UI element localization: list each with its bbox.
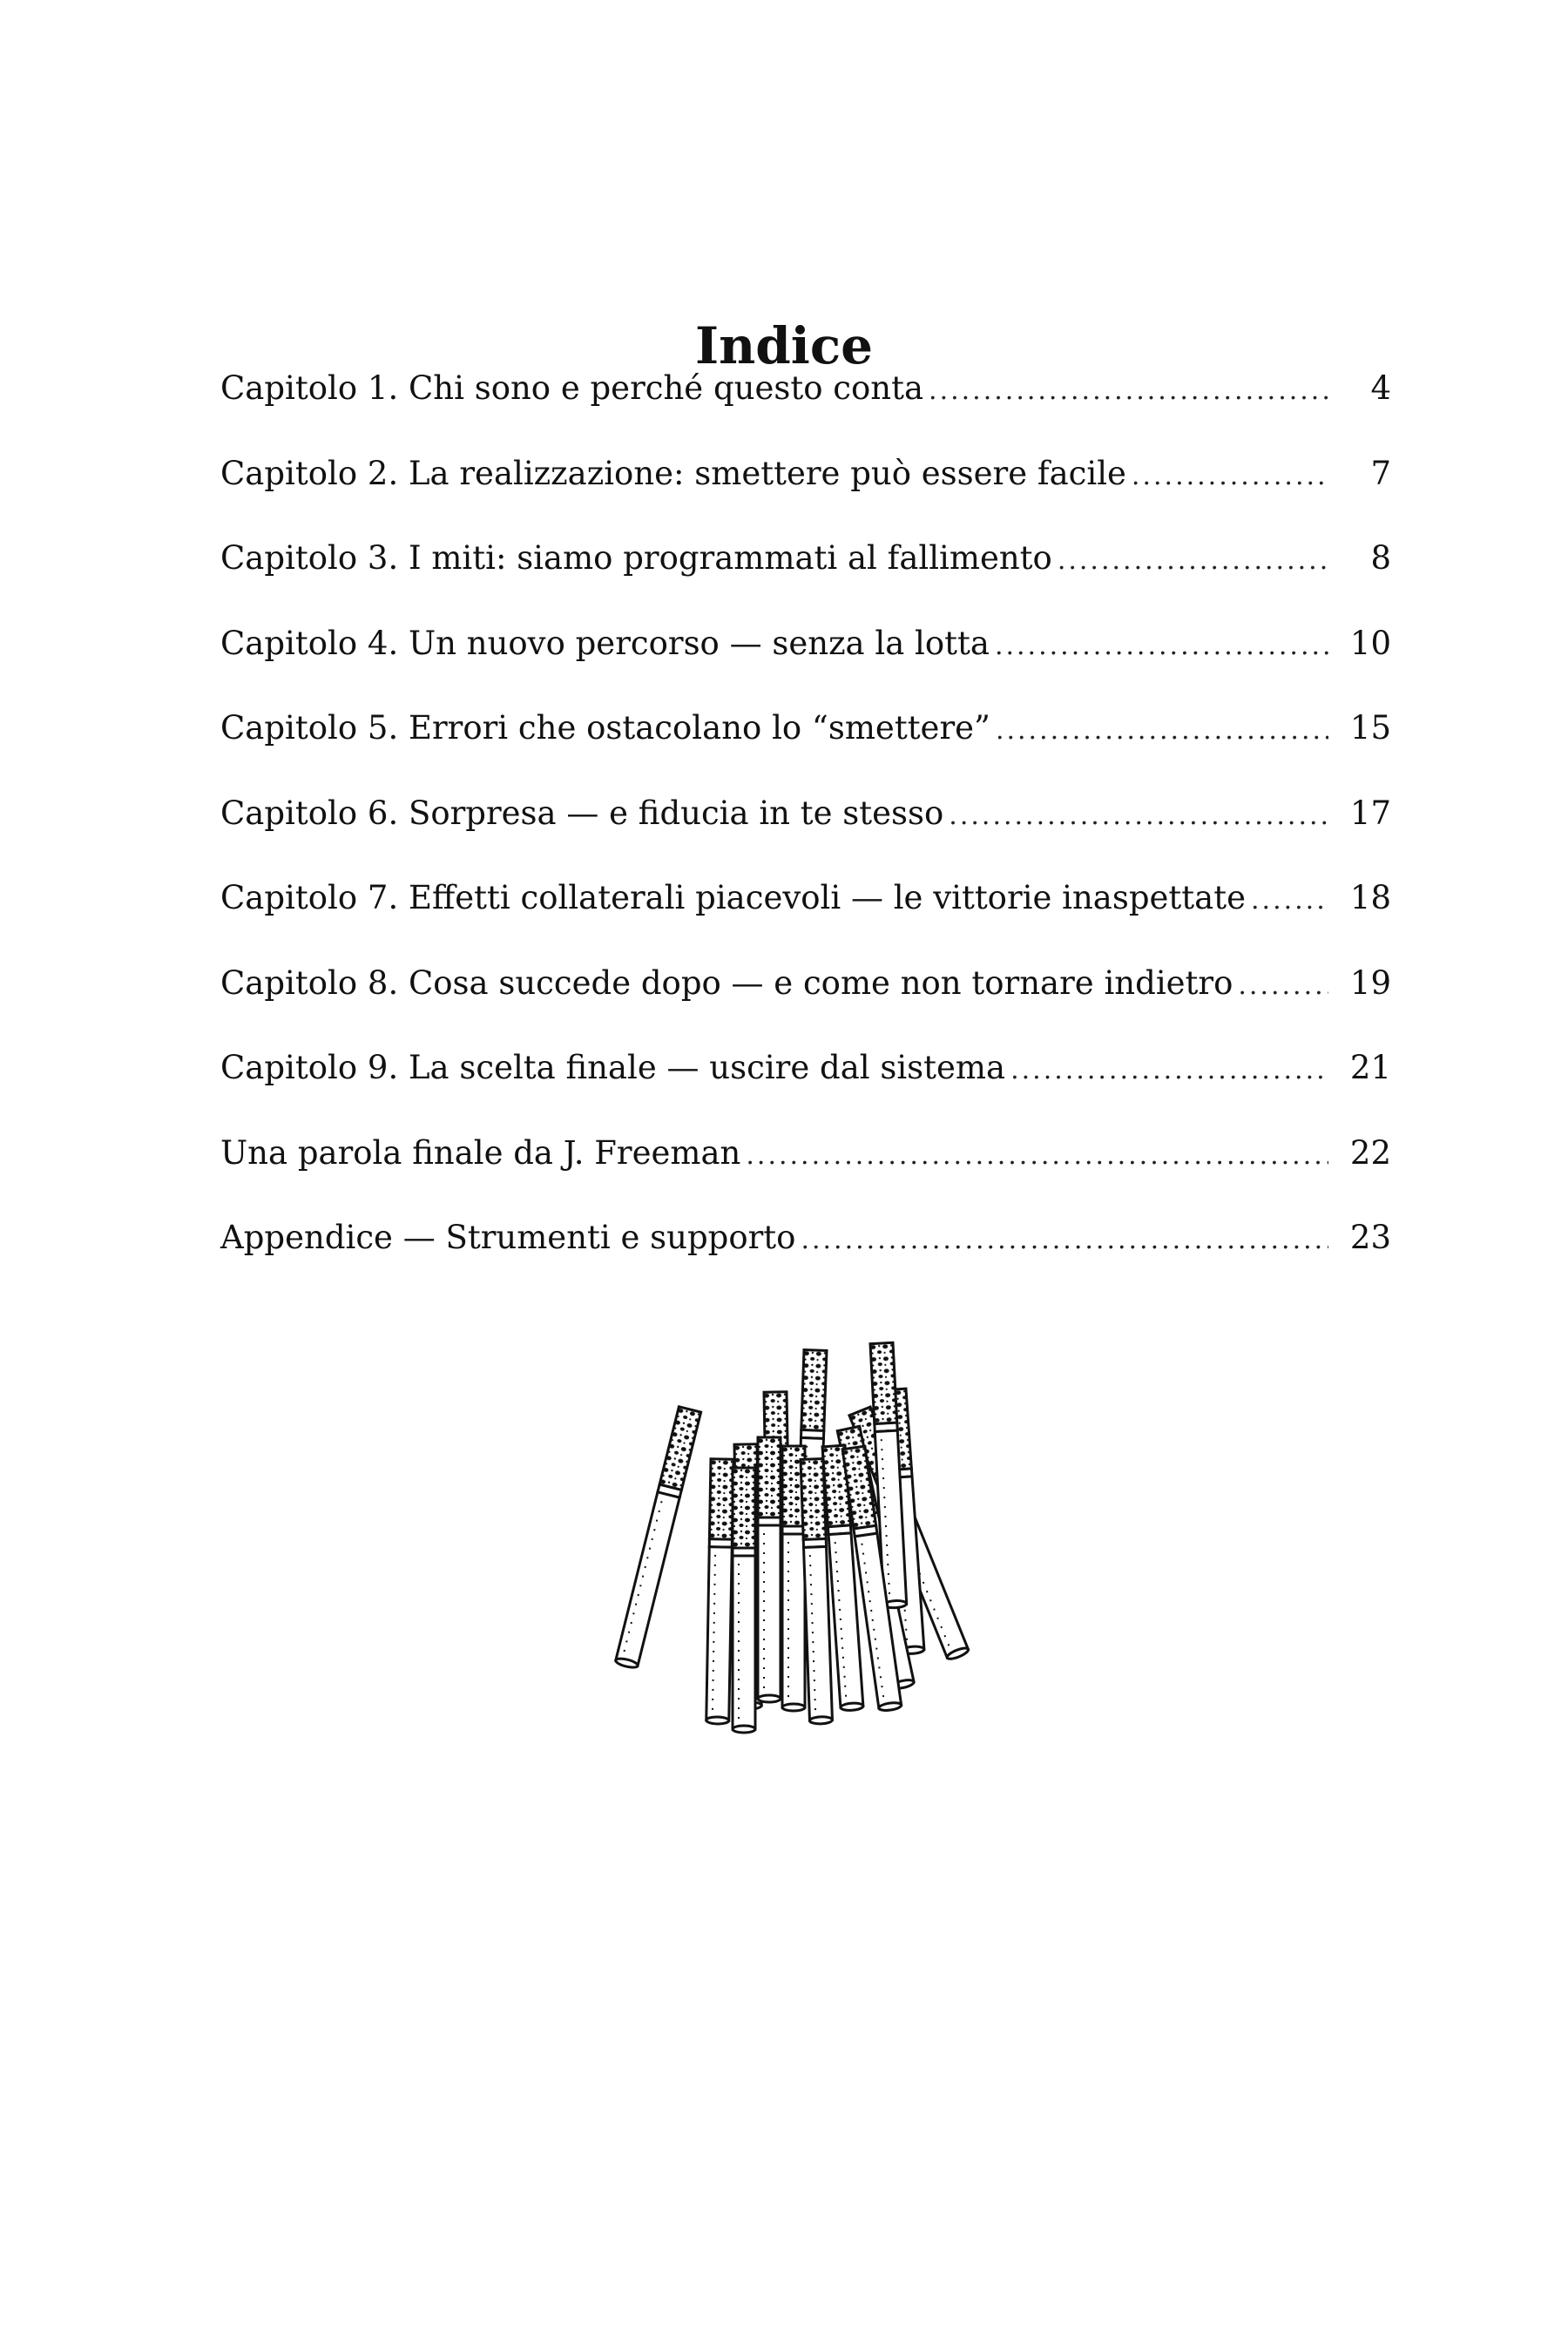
toc-entry[interactable] <box>220 369 1391 455</box>
toc-entry-page: 10 <box>1349 624 1391 662</box>
toc-entry-label: Appendice — Strumenti e supporto <box>220 1219 796 1256</box>
toc-entry-label: Una parola finale da J. Freeman <box>220 1133 741 1172</box>
toc-entry[interactable] <box>220 1134 1391 1220</box>
toc-entry-page: 19 <box>1349 963 1391 1002</box>
toc-entry[interactable] <box>220 539 1391 625</box>
toc-entry-page: 15 <box>1349 709 1391 747</box>
toc-entry-label: Capitolo 5. Errori che ostacolano lo “smettere” <box>220 709 990 747</box>
toc-entry-page: 21 <box>1349 1049 1391 1086</box>
toc-entry-page: 23 <box>1349 1219 1391 1256</box>
toc-leader-dots <box>929 375 1328 406</box>
toc-entry-page: 7 <box>1370 454 1391 492</box>
toc-entry-page: 18 <box>1349 879 1391 916</box>
toc-leader-dots <box>1010 1055 1328 1085</box>
toc-entry-page: 8 <box>1370 539 1391 577</box>
toc-leader-dots <box>746 1140 1328 1171</box>
toc-entry-page: 22 <box>1349 1133 1391 1172</box>
toc-entry-page: 4 <box>1370 369 1391 407</box>
toc-entry[interactable] <box>220 1219 1391 1304</box>
toc-leader-dots <box>1238 970 1328 1001</box>
toc-entry[interactable] <box>220 625 1391 710</box>
toc-entry-page: 17 <box>1349 794 1391 832</box>
toc-entry[interactable] <box>220 1049 1391 1134</box>
toc-entry-label: Capitolo 3. I miti: siamo programmati al fallimento <box>220 539 1052 577</box>
toc-entry-label: Capitolo 9. La scelta finale — uscire dal sistema <box>220 1049 1006 1086</box>
toc-entry-label: Capitolo 1. Chi sono e perché questo conta <box>220 369 924 407</box>
toc-leader-dots <box>996 715 1328 746</box>
toc-leader-dots <box>1251 885 1328 916</box>
toc-leader-dots <box>801 1225 1328 1255</box>
page-title: Indice <box>694 315 874 375</box>
toc-entry[interactable] <box>220 794 1391 880</box>
cigarettes-illustration-icon <box>585 1307 1004 1742</box>
toc-leader-dots <box>949 801 1328 831</box>
toc-entry[interactable] <box>220 879 1391 964</box>
toc-entry-label: Capitolo 4. Un nuovo percorso — senza la lotta <box>220 624 990 662</box>
toc-leader-dots <box>1058 545 1328 576</box>
toc-entry[interactable] <box>220 709 1391 794</box>
toc-leader-dots <box>995 631 1328 661</box>
toc-entry[interactable] <box>220 455 1391 540</box>
toc-entry-label: Capitolo 7. Effetti collaterali piacevoli — le vittorie inaspettate <box>220 879 1246 916</box>
toc-entry-label: Capitolo 8. Cosa succede dopo — e come non tornare indietro <box>220 963 1233 1002</box>
toc-entry[interactable] <box>220 964 1391 1050</box>
toc-entry-label: Capitolo 2. La realizzazione: smettere può essere facile <box>220 454 1126 492</box>
toc-entry-label: Capitolo 6. Sorpresa — e fiducia in te stesso <box>220 794 944 832</box>
table-of-contents <box>220 369 1391 1304</box>
toc-leader-dots <box>1132 461 1328 491</box>
